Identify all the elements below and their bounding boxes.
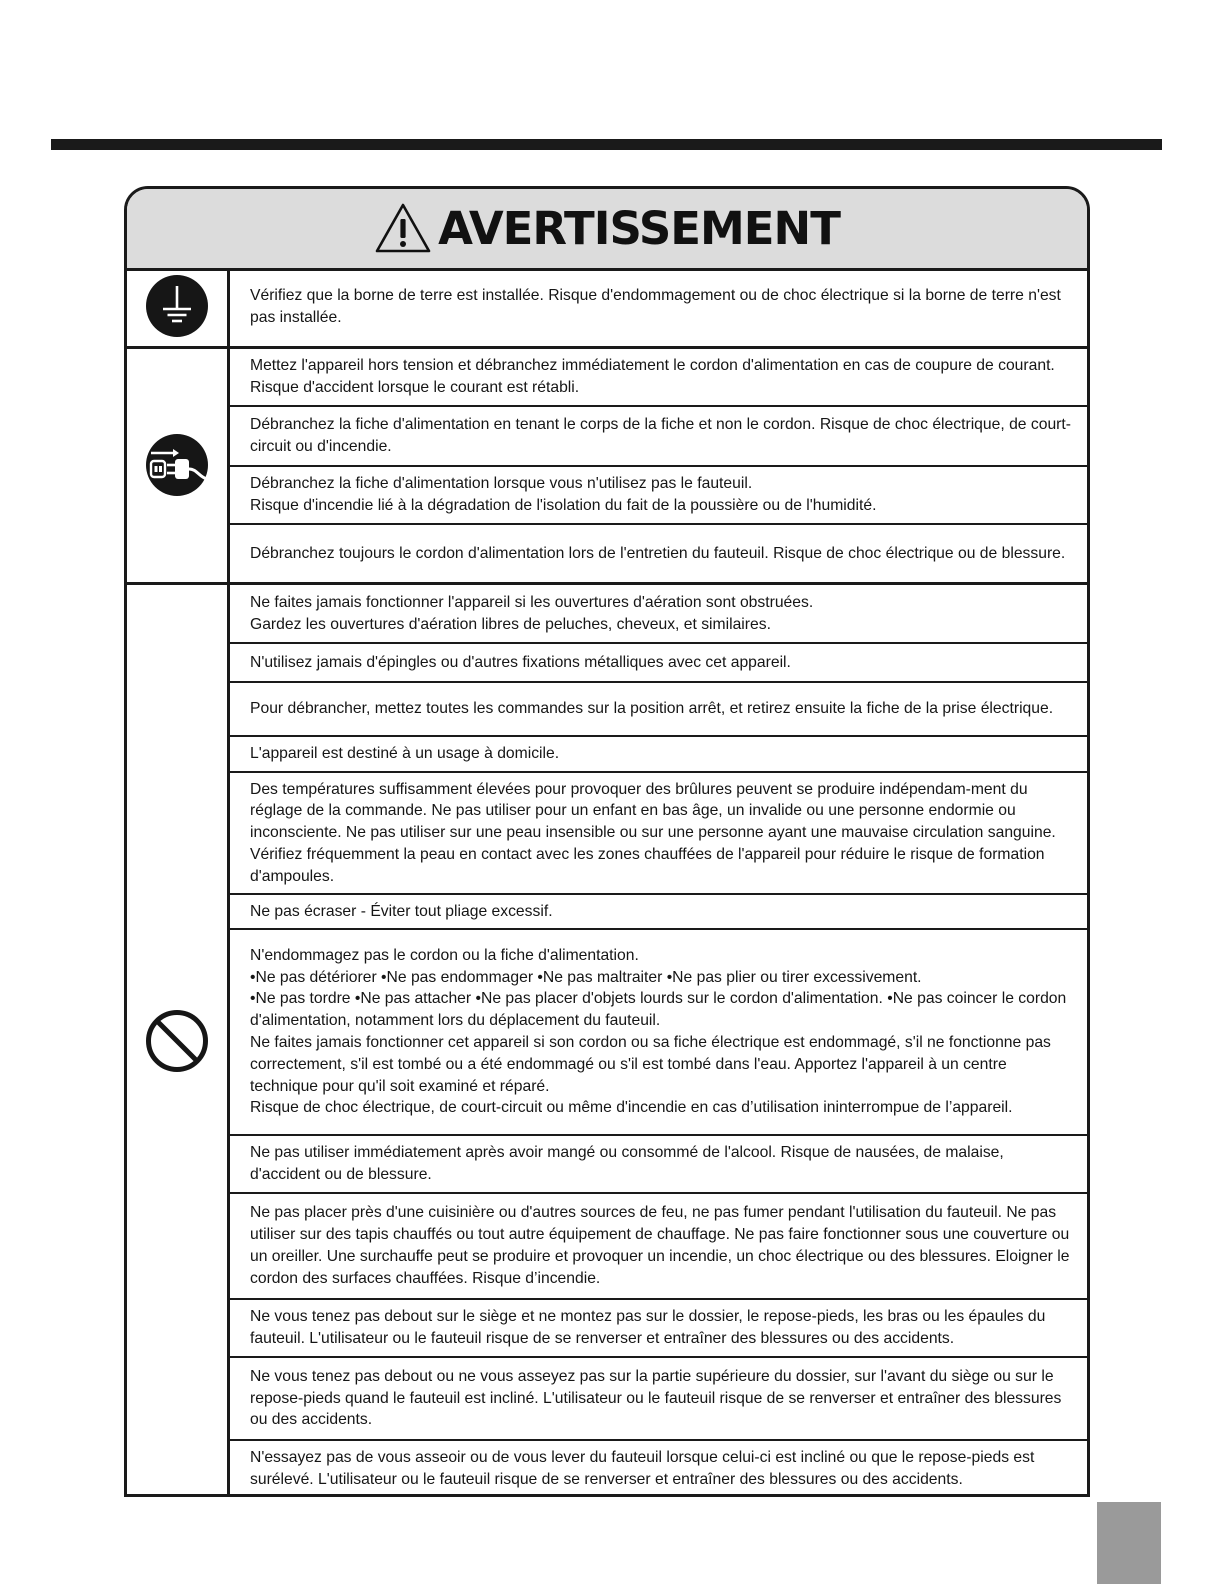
warning-row <box>230 467 1087 525</box>
icon-cell-ground <box>127 268 230 349</box>
warning-row <box>230 349 1087 407</box>
warning-row <box>230 773 1087 895</box>
warning-text: Mettez l'appareil hors tension et débranchez immédiatement le cordon d'alimentation en cas de coupure de courant. Risque d'accident lorsque le courant est rétabli. <box>250 357 1055 396</box>
warning-row <box>230 1441 1087 1497</box>
warning-triangle-icon <box>374 202 432 254</box>
warning-text: Ne vous tenez pas debout ou ne vous asseyez pas sur la partie supérieure du dossier, sur l'avant du siège ou sur le repose-pieds quand le fauteuil est incliné. L'utilisateur ou le fauteuil risque de se renverser et entraîner des blessures ou des accidents. <box>250 1367 1062 1429</box>
prohibition-icon <box>145 1009 209 1073</box>
icon-cell-unplug <box>127 349 230 585</box>
warning-row <box>230 525 1087 585</box>
unplug-icon <box>145 433 209 497</box>
warning-row <box>230 895 1087 930</box>
warning-text: N'essayez pas de vous asseoir ou de vous lever du fauteuil lorsque celui-ci est incliné ou que le repose-pieds est surélevé. L'utilisateur ou le fauteuil risque de se renverser et entraîner des blessures ou des accidents. <box>250 1449 1035 1488</box>
warning-row <box>230 585 1087 644</box>
ground-terminal-icon <box>145 274 209 338</box>
warning-row <box>230 644 1087 683</box>
warning-text: Pour débrancher, mettez toutes les commandes sur la position arrêt, et retirez ensuite la fiche de la prise électrique. <box>250 700 1054 718</box>
warning-text: Ne pas écraser - Éviter tout pliage excessif. <box>250 902 553 920</box>
warning-text: N'utilisez jamais d'épingles ou d'autres fixations métalliques avec cet appareil. <box>250 653 791 671</box>
page-tab <box>1097 1502 1161 1584</box>
warning-text: Vérifiez que la borne de terre est installée. Risque d'endommagement ou de choc électrique si la borne de terre n'est pas installée. <box>250 287 1061 326</box>
warning-row <box>230 930 1087 1136</box>
warning-header <box>127 189 1087 271</box>
icon-cell-prohibition <box>127 585 230 1497</box>
top-rule <box>51 139 1162 150</box>
warning-row <box>230 268 1087 349</box>
warning-row <box>230 407 1087 467</box>
warning-text: Ne faites jamais fonctionner l'appareil si les ouvertures d'aération sont obstruées. Gardez les ouvertures d'aération libres de peluches, cheveux, et similaires. <box>250 593 814 633</box>
warning-text: Débranchez la fiche d'alimentation lorsque vous n'utilisez pas le fauteuil. Risque d'incendie lié à la dégradation de l'isolation du fait de la poussière ou de l'humidité. <box>250 475 877 514</box>
warning-text: Ne pas utiliser immédiatement après avoir mangé ou consommé de l'alcool. Risque de nausées, de malaise, d'accident ou de blessure. <box>250 1144 1004 1183</box>
warning-text: Ne pas placer près d'une cuisinière ou d'autres sources de feu, ne pas fumer pendant l'utilisation du fauteuil. Ne pas utiliser sur des tapis chauffés ou tout autre équipement de chauffage. Ne pas faire fonctionner sous une couverture ou un oreiller. Une surchauffe peut se produire et provoquer un incendie, un choc électrique ou des blessures. Eloigner le cordon des surfaces chauffées. Risque d’incendie. <box>250 1204 1070 1287</box>
warning-text: N'endommagez pas le cordon ou la fiche d'alimentation. •Ne pas détériorer •Ne pas endommager •Ne pas maltraiter •Ne pas plier ou tirer excessivement. •Ne pas tordre •Ne pas attacher •Ne pas placer d'objets lourds sur le cordon d'alimentation. •Ne pas coincer le cordon d'alimentation, notamment lors du déplacement du fauteuil. Ne faites jamais fonctionner cet appareil si son cordon ou sa fiche électrique est endommagé, s'il ne fonctionne pas correctement, s'il est tombé ou a été endommagé ou s'il est tombé dans l'eau. Apportez l'appareil à un centre technique pour qu'il soit examiné et réparé. Risque de choc électrique, de court-circuit ou même d'incendie en cas d’utilisation ininterrompue de l’appareil. <box>250 946 1067 1117</box>
warning-title: AVERTISSEMENT <box>438 202 840 255</box>
warning-text: Des températures suffisamment élevées pour provoquer des brûlures peuvent se produire indépendam-ment du réglage de la commande. Ne pas utiliser pour un enfant en bas âge, un invalide ou une personne endormie ou inconsciente. Ne pas utiliser sur une peau insensible ou sur une personne ayant une mauvaise circulation sanguine. Vérifiez fréquemment la peau en contact avec les zones chauffées de l'appareil pour réduire le risque de formation d'ampoules. <box>250 780 1056 885</box>
warning-text: Débranchez toujours le cordon d'alimentation lors de l'entretien du fauteuil. Risque de choc électrique ou de blessure. <box>250 544 1066 562</box>
warning-box <box>124 186 1090 1497</box>
warning-row <box>230 683 1087 737</box>
warning-text: L'appareil est destiné à un usage à domicile. <box>250 745 560 763</box>
warning-row <box>230 737 1087 773</box>
warning-text: Débranchez la fiche d'alimentation en tenant le corps de la fiche et non le cordon. Risque de choc électrique, de court-circuit ou d'incendie. <box>250 416 1071 455</box>
warning-row <box>230 1300 1087 1358</box>
warning-row <box>230 1194 1087 1300</box>
warning-row <box>230 1358 1087 1441</box>
warning-text: Ne vous tenez pas debout sur le siège et ne montez pas sur le dossier, le repose-pieds, les bras ou les épaules du fauteuil. L'utilisateur ou le fauteuil risque de se renverser et entraîner des blessures ou des accidents. <box>250 1308 1046 1347</box>
warning-row <box>230 1136 1087 1194</box>
